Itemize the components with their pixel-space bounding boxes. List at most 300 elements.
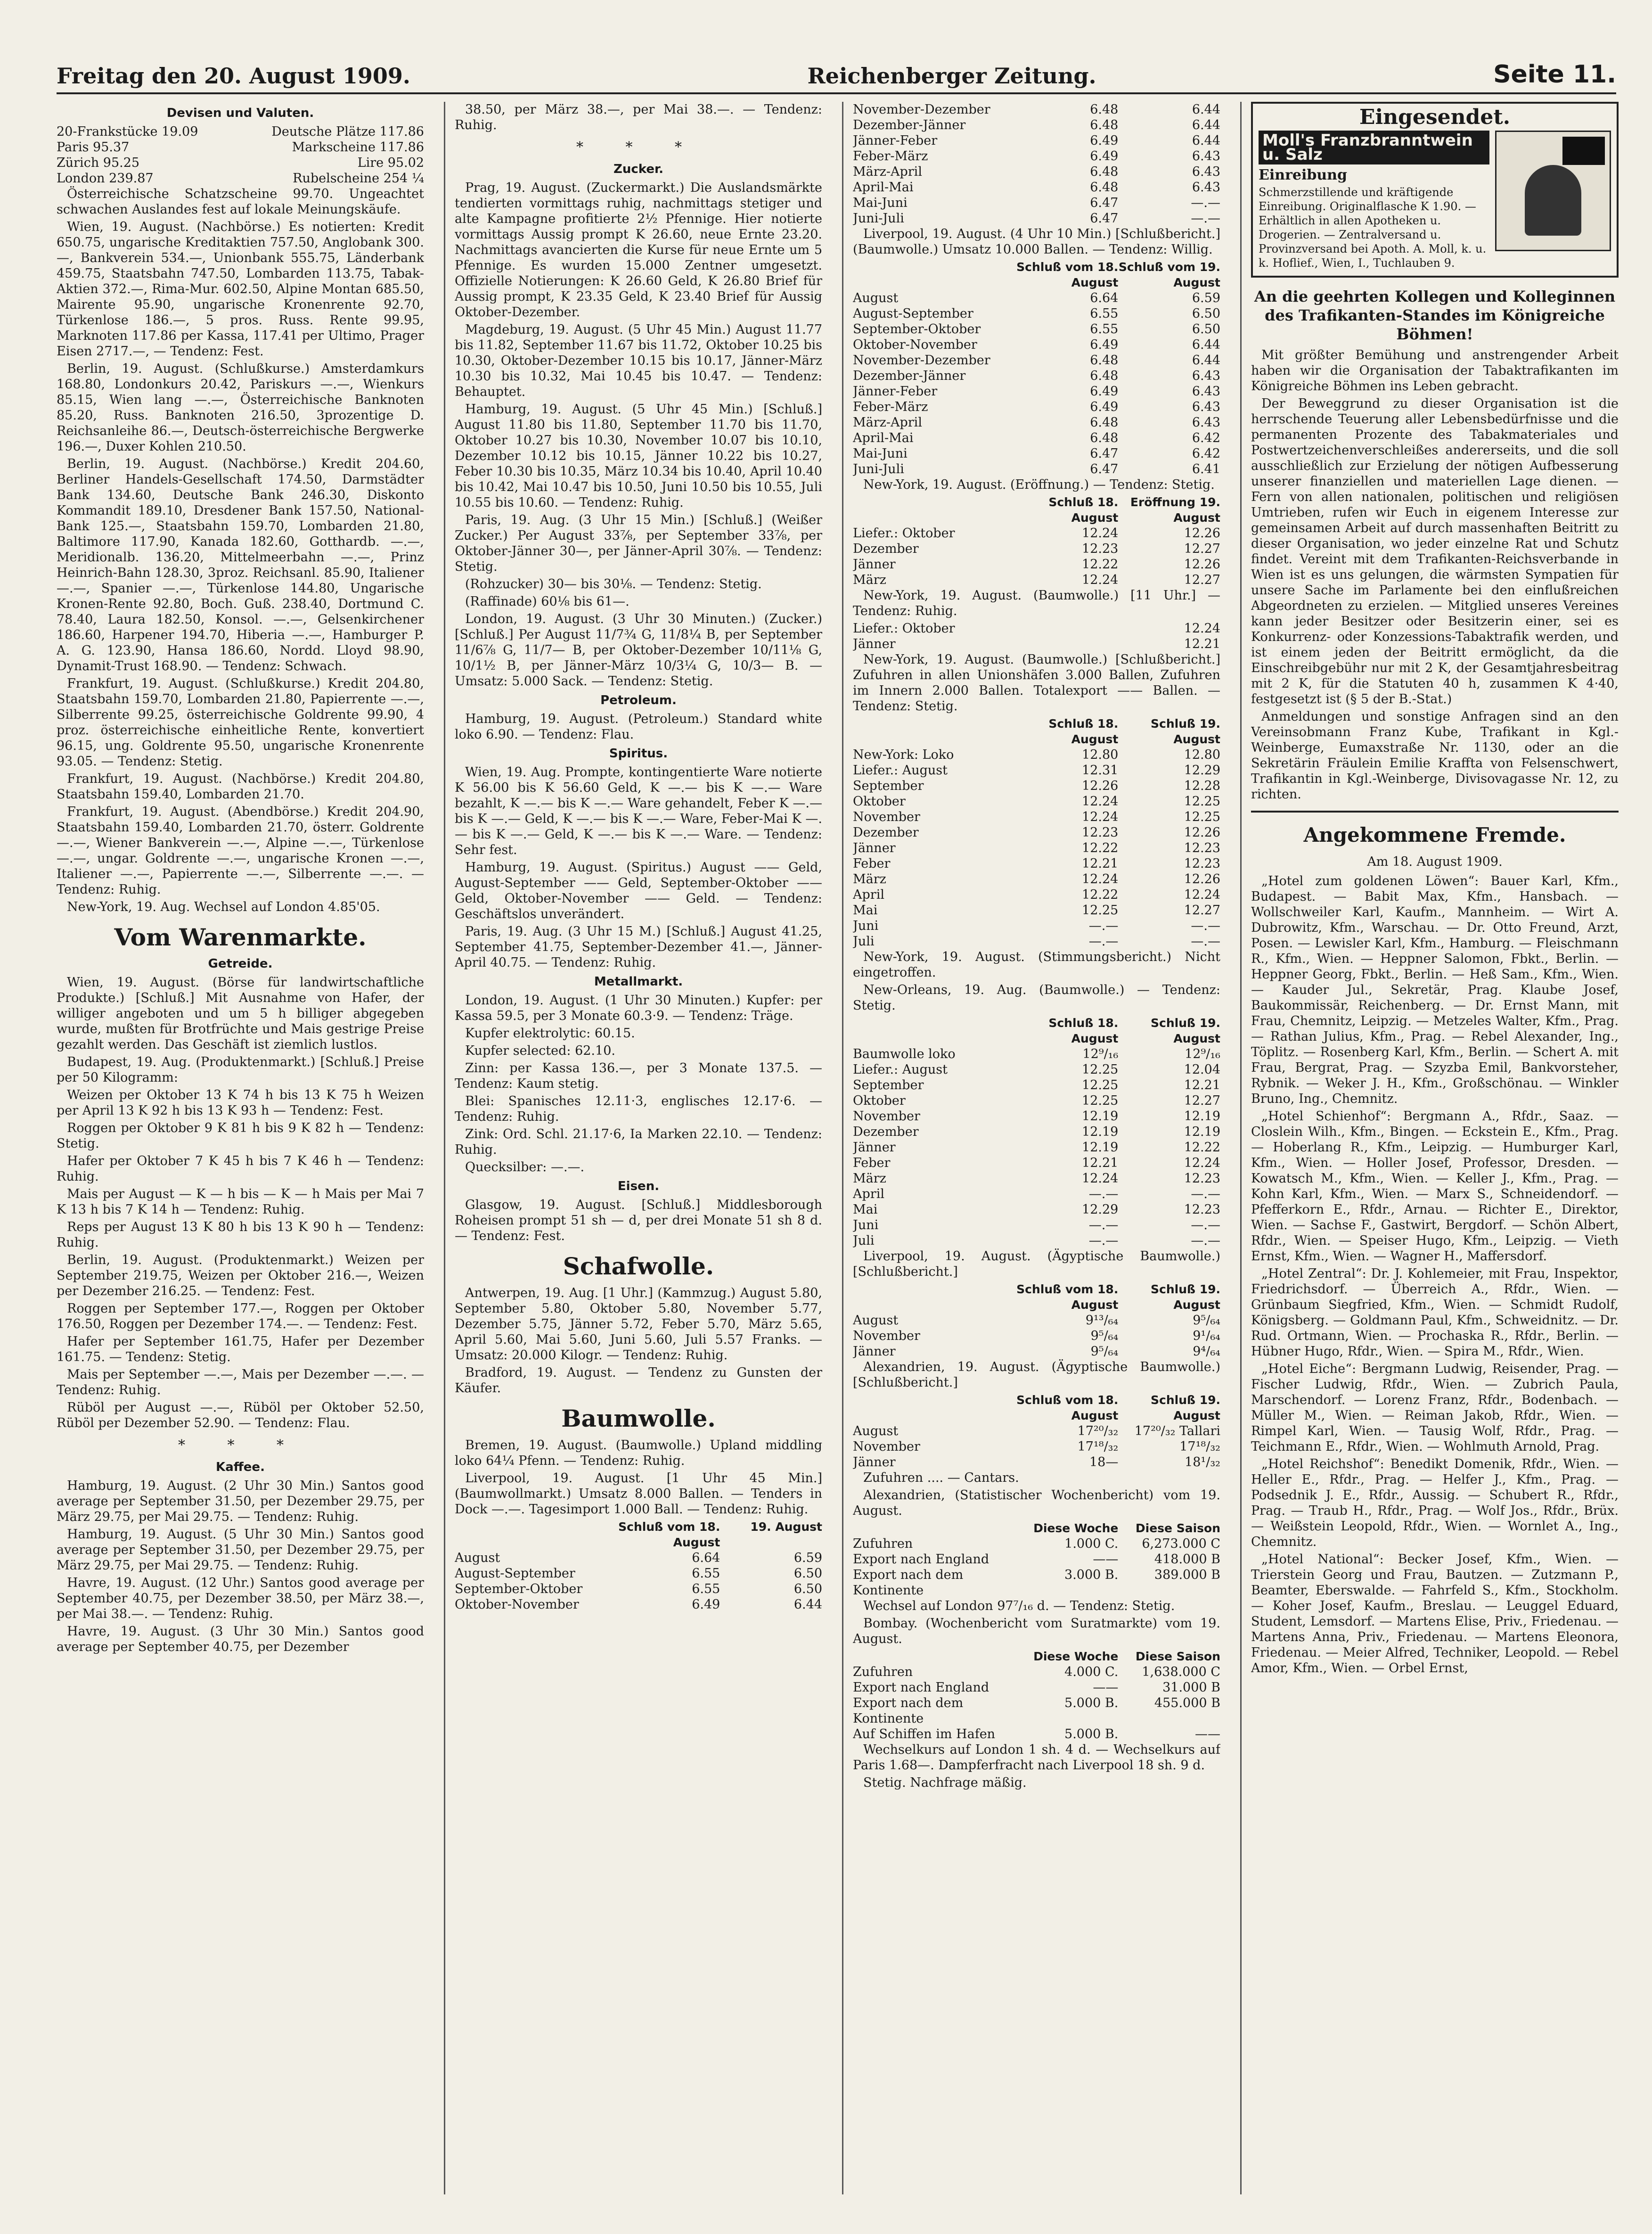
cell: 12.26: [1184, 526, 1220, 541]
cell: Lire 95.02: [357, 156, 424, 170]
cell: Dezember-Jänner: [853, 369, 966, 383]
advertisement: [1251, 102, 1619, 278]
cell: 6.55: [692, 1582, 720, 1596]
paragraph: Budapest, 19. Aug. (Produktenmarkt.) [Schluß.] Preise per 50 Kilogramm:: [57, 1055, 424, 1085]
cell: 6.49: [1090, 149, 1119, 164]
table-row: [853, 1062, 1220, 1077]
cell: 12.22: [1082, 557, 1119, 572]
divider: [1251, 811, 1619, 813]
cell: 6.64: [1090, 291, 1119, 305]
table-header: [853, 1281, 1220, 1313]
table-row: [853, 117, 1220, 133]
table-row: [853, 1664, 1220, 1680]
cell: 455.000 B: [1154, 1696, 1220, 1710]
cell: 12.26: [1184, 825, 1220, 840]
table-row: [57, 171, 424, 186]
price-table: [853, 716, 1220, 949]
paragraph: „Hotel National“: Becker Josef, Kfm., Wien. — Trierstein Georg und Frau, Bautzen. — Zutzmann P., Beamter, Eberswalde. — Fahrfeld S., Kfm., Stockholm. — Koher Josef, Kaufm., Breslau. — Leuggel Eduard, Student, Lemsdorf. — Martens Elise, Priv., Friedenau. — Martens Anna, Priv., Friedenau. — Martens Eleonora, Friedenau. — Meier Alfred, Techniker, Leopold. — Rebel Amor, Kfm., Wien. — Orbel Ernst,: [1251, 1552, 1619, 1676]
header-cell: 19. August: [750, 1520, 822, 1534]
price-table: [853, 102, 1220, 226]
cell: 6.47: [1090, 196, 1119, 210]
table-row: [57, 140, 424, 155]
cell: Mai-Juni: [853, 446, 908, 461]
table-row: [853, 337, 1220, 353]
cell: 12.27: [1184, 573, 1220, 587]
header-title: Reichenberger Zeitung.: [807, 63, 1096, 89]
price-table: [853, 1520, 1220, 1598]
paragraph: Wien, 19. August. (Nachbörse.) Es notierten: Kredit 650.75, ungarische Kreditaktien 757.50, Anglobank 300.—, Bankverein 534.—, Unionbank 555.75, Länderbank 459.75, Staatsbahn 747.50, Lombarden 113.75, Tabak-Aktien 372.—, Rima-Mur. 602.50, Alpine Montan 685.50, Mairente 95.90, ungarische Kronenrente 92.70, Türkenlose 186.—, 5 pros. Russ. Rente 99.95, Marknoten 117.86 per Kassa, 117.41 per Ultimo, Prager Eisen 2717.—, — Tendenz: Fest.: [57, 220, 424, 359]
table-row: [853, 399, 1220, 415]
table-row: [455, 1597, 822, 1612]
cell: 6.48: [1090, 118, 1119, 132]
header-cell: Eröffnung 19. August: [1130, 495, 1220, 525]
cell: 6.48: [1090, 102, 1119, 117]
cell: August-September: [853, 306, 973, 321]
cell: —.—: [1088, 1218, 1119, 1232]
cell: März: [853, 1171, 886, 1186]
table-row: [853, 1313, 1220, 1328]
cell: 6.59: [793, 1551, 822, 1565]
cell: 12.25: [1184, 810, 1220, 824]
cell: London 239.87: [57, 171, 154, 186]
paragraph: „Hotel Schienhof“: Bergmann A., Rfdr., Saaz. — Closlein Wilh., Kfm., Bingen. — Eckstein E., Kfm., Prag. — Hoberlang R., Kfm., Leipzig. — Humburger Karl, Kfm., Wien. — Holler Josef, Professor, Dresden. — Kowatsch M., Kfm., Wien. — Keller J., Kfm., Prag. — Kohn Karl, Kfm., Wien. — Marx S., Schneidendorf. — Pfefferkorn E., Rfdr., Arnau. — Richter E., Direktor, Wien. — Sachse F., Gastwirt, Bergdorf. — Schön Albert, Rfdr., Wien. — Speiser Hugo, Kfm., Leipzig. — Vieth Ernst, Kfm., Wien. — Wagner H., Maffersdorf.: [1251, 1109, 1619, 1264]
section-headline: Angekommene Fremde.: [1303, 823, 1566, 846]
paragraph: Kupfer selected: 62.10.: [465, 1043, 615, 1058]
cell: 12.22: [1184, 1140, 1220, 1155]
cell: [1016, 636, 1119, 652]
table-row: [853, 1439, 1220, 1454]
cell: August-September: [455, 1566, 575, 1581]
separator-stars: * * *: [576, 139, 701, 156]
cell: 6.49: [1090, 400, 1119, 414]
cell: Jänner-Feber: [853, 384, 938, 399]
cell: Zufuhren: [853, 1665, 913, 1679]
cell: 12.26: [1082, 779, 1119, 793]
cell: Zufuhren: [853, 1536, 913, 1551]
cell: 12⁹/₁₆: [1082, 1047, 1119, 1061]
cell: März-April: [853, 164, 922, 179]
cell: Export nach dem Kontinente: [853, 1568, 964, 1598]
paragraph: „Hotel Zentral“: Dr. J. Kohlemeier, mit Frau, Inspektor, Friedrichsdorf. — Überreich A., Rfdr., Wien. — Grünbaum Siegfried, Kfm., Wien. — Schmidt Rudolf, Königsberg. — Goldmann Paul, Kfm., Schweidnitz. — Dr. Rud. Ortmann, Wien. — Prochaska R., Rfdr., Berlin. — Hübner Hugo, Rfdr., Wien. — Spira M., Rfdr., Wien.: [1251, 1266, 1619, 1359]
section-title: Getreide.: [208, 957, 273, 971]
paragraph: New-York, 19. August. (Eröffnung.) — Tendenz: Stetig.: [863, 477, 1215, 492]
cell: Juli: [853, 1233, 875, 1248]
ad-illustration: [1495, 131, 1611, 251]
cell: 12.23: [1184, 856, 1220, 871]
table-row: [853, 541, 1220, 557]
cell: —.—: [1191, 934, 1220, 949]
paragraph: Magdeburg, 19. August. (5 Uhr 45 Min.) August 11.77 bis 11.82, September 11.67 bis 11.72, Oktober 10.25 bis 10.30, Oktober-Dezember 10.15 bis 10.17, Jänner-März 10.30 bis 10.32, Mai 10.45 bis 10.47. — Tendenz: Behauptet.: [455, 322, 822, 399]
cell: November-Dezember: [853, 102, 990, 117]
cell: 1.000 C.: [1064, 1536, 1119, 1551]
cell: Juli: [853, 934, 875, 949]
paragraph: Blei: Spanisches 12.11·3, englisches 12.17·6. — Tendenz: Ruhig.: [455, 1094, 822, 1124]
paragraph: Paris, 19. Aug. (3 Uhr 15 M.) [Schluß.] August 41.25, September 41.75, September-Dezember 41.—, Jänner-April 40.75. — Tendenz: Ruhig.: [455, 924, 822, 970]
cell: 12.24: [1082, 526, 1119, 541]
cell: 6.44: [1192, 353, 1220, 368]
cell: August: [853, 291, 899, 305]
paragraph: Der Beweggrund zu dieser Organisation ist die herrschende Teuerung aller Lebensbedürfnisse und die permanenten Prozente des Tabakmateriales und Postwertzeichenverschleißes andererseits, und die soll ausschließlich zur Erzielung der nötigen Aufbesserung unserer finanziellen und materiellen Lage dienen. — Fern von allen nationalen, politischen und religiösen Umtrieben, rufen wir Euch in eigenem Interesse zur gemeinsamen Arbeit auf durch massenhaften Beitritt zu dieser Organisation, wo jeder einzelne Rat und Schutz findet. Vereint mit dem Trafikanten-Reichsverbande in Wien ist es uns gelungen, die wärmsten Sympatien für unsere Sache im Parlamente bei den einflußreichen Abgeordneten zu erzielen. — Mitglied unseres Vereines kann jeder Besitzer oder Besitzerin einer, sei es Konkurrenz- oder Konzessions-Tabaktrafik werden, und ist einem jeden der Beitritt ermöglicht, da die Einschreibgebühr nur mit 2 K, der Gesamtjahresbeitrag mit 2 K, für die Statuten 40 h, zusammen K 4·40, festgesetzt ist (§ 5 der B.-Stat.): [1251, 396, 1619, 706]
cell: August: [853, 1424, 899, 1438]
table-row: [853, 1344, 1220, 1359]
cell: 12.21: [1082, 1156, 1119, 1170]
cell: 17²⁰/₃₂ Tallari: [1134, 1424, 1220, 1438]
cell: 18¹/₃₂: [1185, 1455, 1220, 1470]
paragraph: „Hotel Reichshof“: Benedikt Domenik, Rfdr., Wien. — Heller E., Rfdr., Prag. — Helfer J., Kfm., Prag. — Podsednik J. E., Rfdr., Aussig. — Schubert R., Rfdr., Prag. — Traub H., Rfdr., Prag. — Wolf Jos., Rfdr., Brüx. — Weißstein Leopold, Rfdr., Wien. — Wornlet A., Ing., Chemnitz.: [1251, 1457, 1619, 1549]
paragraph: Berlin, 19. August. (Nachbörse.) Kredit 204.60, Berliner Handels-Gesellschaft 174.50, Darmstädter Bank 134.60, Deutsche Bank 246.30, Diskonto Kommandit 189.10, Dresdener Bank 157.50, National-Bank 125.—, Staatsbahn 159.70, Lombarden 21.80, Baltimore 117.90, Kanada 182.60, Gotthardb. —.—, Meridionalb. 136.20, Mittelmeerbahn —.—, Prinz Heinrich-Bahn 128.30, 3proz. Reichsanl. 85.90, Italiener —.—, Spanier —.—, Türkenlose 144.80, Ungarische Kronen-Rente 92.80, Boch. Guß. 238.40, Dortmund C. 78.40, Laura 182.50, Konsol. —.—, Gelsenkirchener 186.60, Harpener 194.70, Hiberia —.—, Hamburger P. A. G. 123.90, Hansa 186.60, Nordd. Lloyd 98.90, Dynamit-Trust 168.90. — Tendenz: Schwach.: [57, 457, 424, 673]
cell: Export nach dem Kontinente: [853, 1696, 964, 1726]
paragraph: Mais per August — K — h bis — K — h Mais per Mai 7 K 13 h bis 7 K 14 h — Tendenz: Ruhig.: [57, 1187, 424, 1217]
cell: 12.24: [1082, 872, 1119, 887]
table-header: [853, 494, 1220, 526]
cell: Jänner: [853, 841, 896, 855]
cell: Liefer.: August: [853, 763, 948, 778]
ad-subtitle: Einreibung: [1259, 167, 1347, 183]
cell: 6.48: [1090, 180, 1119, 195]
cell: September: [853, 779, 924, 793]
table-header: [853, 1015, 1220, 1046]
table-row: [853, 446, 1220, 461]
column-2: [455, 102, 822, 2194]
cell: April-Mai: [853, 180, 914, 195]
table-row: [455, 1566, 822, 1581]
header-cell: Schluß vom 19. August: [1118, 260, 1220, 289]
header-cell: Schluß 19. August: [1151, 1016, 1220, 1045]
cell: 12.21: [1184, 637, 1220, 651]
paragraph: Österreichische Schatzscheine 99.70. Ungeachtet schwachen Auslandes fest auf lokale Meinungskäufe.: [57, 187, 424, 217]
table-row: [853, 809, 1220, 825]
cell: 12⁹/₁₆: [1185, 1047, 1220, 1061]
cell: 12.24: [1184, 621, 1220, 636]
section-title: Kaffee.: [216, 1460, 265, 1474]
paragraph: 38.50, per März 38.—, per Mai 38.—. — Tendenz: Ruhig.: [455, 102, 822, 132]
table-row: [853, 557, 1220, 572]
table-header: [853, 1520, 1220, 1536]
paragraph: New-York, 19. Aug. Wechsel auf London 4.85'05.: [67, 900, 380, 914]
cell: 12.25: [1082, 903, 1119, 918]
cell: 6.48: [1090, 164, 1119, 179]
cell: 12.19: [1184, 1125, 1220, 1139]
cell: 12.23: [1184, 1171, 1220, 1186]
paragraph: Roggen per September 177.—, Roggen per Oktober 176.50, Roggen per Dezember 174.—. — Tendenz: Fest.: [57, 1301, 424, 1331]
cell: März: [853, 573, 886, 587]
cell: —.—: [1191, 1233, 1220, 1248]
table-row: [853, 1124, 1220, 1140]
section-date: Am 18. August 1909.: [1367, 854, 1503, 869]
table-header: [853, 1649, 1220, 1664]
table-row: [853, 1423, 1220, 1439]
cell: ——: [1093, 1552, 1119, 1567]
cell: Mai-Juni: [853, 196, 908, 210]
cell: 6.44: [1192, 133, 1220, 148]
header-cell: [853, 1281, 1016, 1313]
table-row: [853, 384, 1220, 399]
table-row: [853, 621, 1220, 636]
cell: Export nach England: [853, 1680, 990, 1695]
table-header: [455, 1519, 822, 1550]
paragraph: Zink: Ord. Schl. 21.17·6, Ia Marken 22.10. — Tendenz: Ruhig.: [455, 1127, 822, 1157]
cell: Paris 95.37: [57, 140, 130, 155]
cell: September-Oktober: [853, 322, 981, 337]
cell: 6.43: [1192, 149, 1220, 164]
cell: Jänner: [853, 1140, 896, 1155]
cell: 6.43: [1192, 164, 1220, 179]
paragraph: London, 19. August. (3 Uhr 30 Minuten.) (Zucker.) [Schluß.] Per August 11/7¾ G, 11/8¼ B, per September 11/6⅞ G, 11/7— B, per Oktober-Dezember 10/11⅛ G, 10/1½ B, per Jänner-März 10/3¼ G, 10/3— B. — Umsatz: 5.000 Sack. — Tendenz: Stetig.: [455, 612, 822, 689]
table-row: [853, 148, 1220, 164]
table-row: [853, 1171, 1220, 1186]
table-row: [853, 290, 1220, 306]
table-row: [853, 903, 1220, 918]
cell: 6.50: [793, 1582, 822, 1596]
header-cell: [853, 259, 1016, 290]
cell: 6.43: [1192, 369, 1220, 383]
table-header: [853, 1392, 1220, 1423]
cell: 6.50: [1192, 306, 1220, 321]
cell: 12.24: [1082, 1171, 1119, 1186]
cell: April: [853, 1187, 884, 1201]
paragraph: Prag, 19. August. (Zuckermarkt.) Die Auslandsmärkte tendierten vormittags ruhig, nachmittags stetiger und alte Kampagne profitierte 2½ Pfennige. Hier notierte vormittags Aussig prompt K 26.60, neue Ernte 23.20. Nachmittags avancierten die Kurse für neue Ernte um 5 Pfennige. Es wurden 15.000 Zentner umgesetzt. Offizielle Notierungen: K 26.60 Geld, K 26.80 Brief für Aussig prompt, K 23.35 Geld, K 23.40 Brief für Aussig Oktober-Dezember.: [455, 181, 822, 320]
table-row: [853, 1567, 1220, 1598]
paragraph: Hamburg, 19. August. (5 Uhr 30 Min.) Santos good average per September 31.50, per Dezember 29.75, per März 29.75, per Mai 29.75. — Tendenz: Ruhig.: [57, 1527, 424, 1573]
paragraph: Frankfurt, 19. August. (Schlußkurse.) Kredit 204.80, Staatsbahn 159.70, Lombarden 21.80, Papierrente —.—, Silberrente 99.25, österreichische Goldrente 99.90, 4 proz. österreichische einheitliche Rente, konvertiert 96.15, ung. Goldrente 95.50, ungarische Kronenrente 93.05. — Tendenz: Stetig.: [57, 676, 424, 769]
price-table: [853, 1281, 1220, 1359]
header-date: Freitag den 20. August 1909.: [57, 63, 410, 89]
paragraph: Zinn: per Kassa 136.—, per 3 Monate 137.5. — Tendenz: Kaum stetig.: [455, 1061, 822, 1091]
paragraph: Glasgow, 19. August. [Schluß.] Middlesborough Roheisen prompt 51 sh — d, per drei Monate 51 sh 8 d. — Tendenz: Fest.: [455, 1198, 822, 1243]
cell: 18—: [1089, 1455, 1119, 1470]
cell: Jänner-Feber: [853, 133, 938, 148]
cell: 6.64: [692, 1551, 720, 1565]
cell: 12.25: [1082, 1078, 1119, 1092]
cell: New-York: Loko: [853, 747, 954, 762]
cell: Jänner: [853, 1455, 896, 1470]
table-row: [57, 124, 424, 140]
cell: Deutsche Plätze 117.86: [271, 124, 424, 139]
cell: Dezember: [853, 542, 919, 556]
cell: November: [853, 1439, 920, 1454]
cell: —.—: [1191, 211, 1220, 226]
table-row: [853, 1140, 1220, 1155]
cell: 389.000 B: [1154, 1568, 1220, 1582]
table-row: [853, 1454, 1220, 1470]
table-row: [853, 763, 1220, 778]
cell: 12.25: [1082, 1062, 1119, 1077]
price-table: [853, 494, 1220, 588]
paragraph: New-Orleans, 19. Aug. (Baumwolle.) — Tendenz: Stetig.: [853, 983, 1220, 1013]
paragraph: Alexandrien, (Statistischer Wochenbericht) vom 19. August.: [853, 1488, 1220, 1518]
cell: April: [853, 887, 884, 902]
table-row: [853, 636, 1220, 652]
table-row: [853, 526, 1220, 541]
table-row: [853, 430, 1220, 446]
cell: 12.25: [1184, 794, 1220, 809]
cell: 6.50: [793, 1566, 822, 1581]
cell: Jänner: [853, 637, 896, 651]
cell: 12.29: [1184, 763, 1220, 778]
cell: 6.44: [1192, 118, 1220, 132]
cell: 12.27: [1184, 1093, 1220, 1108]
paragraph: Berlin, 19. August. (Produktenmarkt.) Weizen per September 219.75, Weizen per Oktober 216.—, Weizen per Dezember 216.25. — Tendenz: Fest.: [57, 1253, 424, 1298]
paragraph: Reps per August 13 K 80 h bis 13 K 90 h — Tendenz: Ruhig.: [57, 1220, 424, 1250]
cell: 20-Frankstücke 19.09: [57, 124, 198, 139]
table-row: [853, 1233, 1220, 1248]
paragraph: „Hotel Eiche“: Bergmann Ludwig, Reisender, Prag. — Fischer Ludwig, Rfdr., Wien. — Zubrich Paula, Marschendorf. — Lorenz Franz, Rfdr., Bodenbach. — Müller M., Wien. — Reiman Jakob, Rfdr., Wien. — Rimpel Karl, Wien. — Tausig Wolf, Rfdr., Prag. — Teichmann E., Rfdr., Wien. — Wohlmuth Arnold, Prag.: [1251, 1362, 1619, 1454]
cell: 12.24: [1184, 1156, 1220, 1170]
column-1: [57, 102, 424, 2194]
paragraph: Roggen per Oktober 9 K 81 h bis 9 K 82 h — Tendenz: Stetig.: [57, 1121, 424, 1151]
cell: Baumwolle loko: [853, 1047, 956, 1061]
cell: 12.80: [1082, 747, 1119, 762]
table-row: [853, 353, 1220, 368]
paragraph: Liverpool, 19. August. (Ägyptische Baumwolle.) [Schlußbericht.]: [853, 1249, 1220, 1279]
table-row: [455, 1550, 822, 1566]
header-cell: Schluß vom 18. August: [1016, 260, 1119, 289]
cell: Feber: [853, 1156, 891, 1170]
table-row: [853, 1155, 1220, 1171]
cell: 12.23: [1082, 825, 1119, 840]
separator-stars: * * *: [178, 1437, 303, 1454]
table-row: [853, 1695, 1220, 1726]
cell: Zürich 95.25: [57, 156, 140, 170]
paragraph: New-York, 19. August. (Baumwolle.) [Schlußbericht.] Zufuhren in allen Unionshäfen 3.000 Ballen, Zufuhren im Innern 2.000 Ballen. Totalexport —— Ballen. — Tendenz: Stetig.: [853, 652, 1220, 714]
cell: Feber: [853, 856, 891, 871]
header-cell: Schluß vom 18. August: [1016, 1282, 1119, 1312]
cell: ——: [1093, 1680, 1119, 1695]
paragraph: Berlin, 19. August. (Schlußkurse.) Amsterdamkurs 168.80, Londonkurs 20.42, Pariskurs —.—, Wienkurs 85.15, Wien lang —.—, Österreichische Banknoten 85.20, Russ. Banknoten 216.50, 3prozentige D. Reichsanleihe 86.—, Deutsch-österreichische Bergwerke 196.—, Duxer Kohlen 210.50.: [57, 361, 424, 454]
cell: 6.47: [1090, 211, 1119, 226]
paragraph: Alexandrien, 19. August. (Ägyptische Baumwolle.) [Schlußbericht.]: [853, 1360, 1220, 1390]
newspaper-page: [57, 57, 1619, 2206]
cell: 6.49: [1090, 133, 1119, 148]
ad-text-block: [1259, 131, 1489, 270]
cell: 6.42: [1192, 446, 1220, 461]
column-rule: [842, 102, 843, 2194]
cell: Feber-März: [853, 400, 928, 414]
section-title: Eisen.: [617, 1179, 660, 1193]
trafikanten-notice: [1251, 287, 1619, 802]
price-table: [853, 1392, 1220, 1470]
page-header: [57, 57, 1616, 94]
cell: 5.000 B.: [1064, 1696, 1119, 1710]
paragraph: Stetig. Nachfrage mäßig.: [863, 1775, 1027, 1790]
cell: November: [853, 810, 920, 824]
cell: 12.24: [1082, 573, 1119, 587]
cell: 9⁴/₆₄: [1193, 1344, 1220, 1359]
table-row: [853, 306, 1220, 321]
cell: —.—: [1191, 196, 1220, 210]
paragraph: (Raffinade) 60⅛ bis 61—.: [465, 594, 630, 609]
paragraph: Hamburg, 19. August. (5 Uhr 45 Min.) [Schluß.] August 11.80 bis 11.80, September 11.70 bis 11.70, Oktober 10.27 bis 10.30, November 10.07 bis 10.10, Dezember 10.12 bis 10.15, Jänner 10.22 bis 10.27, Feber 10.30 bis 10.35, März 10.34 bis 10.40, April 10.40 bis 10.42, Mai 10.47 bis 10.50, Juni 10.50 bis 10.55, Juli 10.55 bis 10.60. — Tendenz: Ruhig.: [455, 402, 822, 510]
cell: 9⁵/₆₄: [1193, 1313, 1220, 1328]
cell: Oktober: [853, 1093, 906, 1108]
cell: März: [853, 872, 886, 887]
cell: 6.49: [1090, 384, 1119, 399]
paragraph: Rüböl per August —.—, Rüböl per Oktober 52.50, Rüböl per Dezember 52.90. — Tendenz: Flau.: [57, 1400, 424, 1430]
cell: 12.26: [1184, 872, 1220, 887]
paragraph: Hamburg, 19. August. (2 Uhr 30 Min.) Santos good average per September 31.50, per Dezember 29.75, per März 29.75, per Mai 29.75. — Tendenz: Ruhig.: [57, 1478, 424, 1524]
cell: —.—: [1191, 1218, 1220, 1232]
paragraph: London, 19. August. (1 Uhr 30 Minuten.) Kupfer: per Kassa 59.5, per 3 Monate 60.3·9. — Tendenz: Träge.: [455, 993, 822, 1023]
cell: 6.49: [1090, 337, 1119, 352]
header-cell: [853, 1015, 1016, 1046]
paragraph: Wien, 19. Aug. Prompte, kontingentierte Ware notierte K 56.00 bis K 56.60 Geld, K —.— bis K —.— Ware bezahlt, K —.— bis K —.— Ware gehandelt, Feber K —.— bis K —.— Geld, K —.— bis K —.— Ware, Feber-Mai K —.— bis K —.— Geld, K —.— bis K —.— Ware. — Tendenz: Sehr fest.: [455, 765, 822, 857]
table-header: [853, 259, 1220, 290]
header-cell: [853, 1520, 1016, 1536]
paragraph: Anmeldungen und sonstige Anfragen sind an den Vereinsobmann Franz Kube, Trafikant in Kgl.-Weinberge, Eumaxstraße Nr. 1130, oder an die Sekretärin Fräulein Emilie Kraffta von Felsenschwert, Trafikantin in Kgl.-Weinberge, Divisovagasse Nr. 12, zu richten.: [1251, 709, 1619, 802]
paragraph: Hamburg, 19. August. (Petroleum.) Standard white loko 6.90. — Tendenz: Flau.: [455, 712, 822, 742]
paragraph: Havre, 19. August. (12 Uhr.) Santos good average per September 40.75, per Dezember 38.50, per März 38.—, per Mai 38.—. — Tendenz: Ruhig.: [57, 1576, 424, 1621]
cell: 9¹³/₆₄: [1085, 1313, 1119, 1328]
paragraph: „Hotel zum goldenen Löwen“: Bauer Karl, Kfm., Budapest. — Babit Max, Kfm., Hansbach. — Wollschweiler Karl, Kaufm., Mannheim. — Wirt A. Dubrowitz, Kfm., Warschau. — Dr. Otto Freund, Arzt, Posen. — Lewisler Karl, Kfm., Hamburg. — Fleischmann R., Kfm., Wien. — Heppner Salomon, Fbkt., Berlin. — Heppner Georg, Fbkt., Berlin. — Heß Sam., Kfm., Wien. — Kauder Jul., Sekretär, Prag. Klaube Josef, Baukommissär, Reichenberg. — Dr. Ernst Mann, mit Frau, Chemnitz, Leipzig. — Metzeles Walter, Kfm., Prag. — Rathan Julius, Kfm., Prag. — Rebel Alexander, Ing., Töplitz. — Rosenberg Karl, Kfm., Berlin. — Schert A. mit Frau, Bergrat, Prag. — Szyzba Emil, Bankvorsteher, Rybnik. — Weker J. H., Kfm., Großschönau. — Winkler Bruno, Ing., Chemnitz.: [1251, 874, 1619, 1106]
table-row: [853, 934, 1220, 949]
paragraph: Wechselkurs auf London 1 sh. 4 d. — Wechselkurs auf Paris 1.68—. Dampferfracht nach Liverpool 18 sh. 9 d.: [853, 1742, 1220, 1773]
cell: 6.59: [1192, 291, 1220, 305]
cell: September-Oktober: [455, 1582, 583, 1596]
table-row: [853, 856, 1220, 871]
price-table: [853, 1649, 1220, 1742]
cell: Liefer.: Oktober: [853, 526, 955, 541]
cell: 6.43: [1192, 180, 1220, 195]
cell: Juni: [853, 919, 879, 933]
cell: 6.43: [1192, 384, 1220, 399]
header-cell: Diese Saison: [1135, 1521, 1220, 1535]
cell: Auf Schiffen im Hafen: [853, 1727, 996, 1741]
paragraph: Liverpool, 19. August. [1 Uhr 45 Min.] (Baumwollmarkt.) Umsatz 8.000 Ballen. — Tenders in Dock —.—. Tagesimport 1.000 Ball. — Tendenz: Ruhig.: [455, 1471, 822, 1517]
cell: 12.80: [1184, 747, 1220, 762]
table-row: [853, 747, 1220, 763]
cell: 12.28: [1184, 779, 1220, 793]
cell: 9⁵/₆₄: [1090, 1329, 1119, 1343]
header-cell: [853, 1392, 1016, 1423]
cell: 12.19: [1082, 1109, 1119, 1124]
section-title: Metallmarkt.: [594, 975, 683, 989]
table-row: [853, 887, 1220, 903]
cell: Feber-März: [853, 149, 928, 164]
table-row: [853, 133, 1220, 148]
cell: 12.24: [1184, 887, 1220, 902]
cell: 6.42: [1192, 431, 1220, 445]
paragraph: Frankfurt, 19. August. (Abendbörse.) Kredit 204.90, Staatsbahn 159.40, Lombarden 21.70, österr. Goldrente —.—, Wiener Bankverein —.—, Alpine —.—, Türkenlose —.—, ungar. Goldrente —.—, ungarische Kronen —.—, Italiener —.—, Papierrente —.—, Silberrente —.—. — Tendenz: Ruhig.: [57, 805, 424, 897]
header-cell: Schluß 19. August: [1151, 1282, 1220, 1312]
cell: 6.47: [1090, 462, 1119, 476]
cell: Dezember-Jänner: [853, 118, 966, 132]
paragraph: Bombay. (Wochenbericht vom Suratmarkte) vom 19. August.: [853, 1616, 1220, 1646]
cell: 17²⁰/₃₂: [1077, 1424, 1119, 1438]
paragraph: Frankfurt, 19. August. (Nachbörse.) Kredit 204.80, Staatsbahn 159.40, Lombarden 21.70.: [57, 772, 424, 802]
cell: [1016, 621, 1119, 636]
ad-brand: Moll's Franzbranntwein u. Salz: [1259, 131, 1489, 164]
cell: 9¹/₆₄: [1193, 1329, 1220, 1343]
paragraph: Liverpool, 19. August. (4 Uhr 10 Min.) [Schlußbericht.] (Baumwolle.) Umsatz 10.000 Ballen. — Tendenz: Willig.: [853, 227, 1220, 257]
cell: 12.24: [1082, 794, 1119, 809]
header-cell: Schluß 19. August: [1151, 1393, 1220, 1422]
cell: Jänner: [853, 557, 896, 572]
section-title: Devisen und Valuten.: [166, 106, 314, 120]
paragraph: Zufuhren .... — Cantars.: [863, 1470, 1019, 1485]
cell: Export nach England: [853, 1552, 990, 1567]
price-table: [853, 259, 1220, 477]
cell: 6.55: [1090, 306, 1119, 321]
cell: 17¹⁸/₃₂: [1179, 1439, 1220, 1454]
cell: 6.48: [1090, 415, 1119, 430]
cell: 31.000 B: [1162, 1680, 1220, 1695]
section-headline: Schafwolle.: [563, 1252, 714, 1280]
header-cell: [853, 716, 1016, 747]
cell: August: [853, 1313, 899, 1328]
table-row: [853, 1109, 1220, 1124]
cell: 12.04: [1184, 1062, 1220, 1077]
cell: Oktober: [853, 794, 906, 809]
